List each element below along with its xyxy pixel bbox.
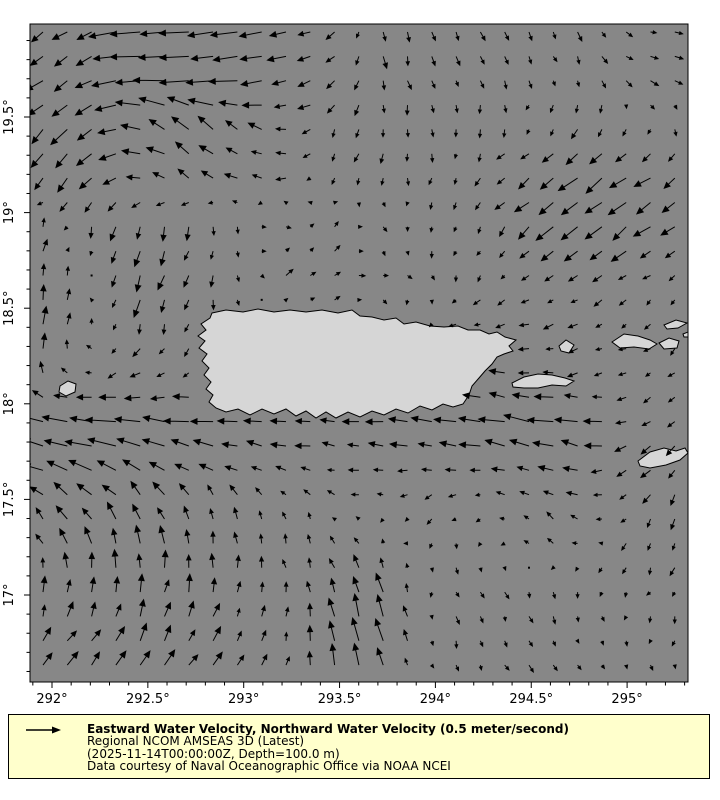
legend-courtesy: Data courtesy of Naval Oceanographic Office via NOAA NCEI	[87, 759, 451, 774]
x-tick-label: 293.5°	[317, 692, 362, 707]
velocity-arrow	[91, 275, 93, 277]
y-tick-label: 18.5°	[2, 290, 17, 326]
legend-dataset: Regional NCOM AMSEAS 3D (Latest)	[87, 734, 305, 749]
x-tick-label: 294.5°	[509, 692, 554, 707]
legend-title: Eastward Water Velocity, Northward Water Velocity (0.5 meter/second)	[87, 722, 569, 736]
y-tick-label: 19.5°	[2, 99, 17, 135]
x-tick-label: 294°	[419, 692, 452, 707]
y-tick-label: 17°	[2, 583, 17, 607]
y-tick-label: 18°	[2, 392, 17, 416]
reference-arrow-icon	[25, 725, 65, 735]
legend-box	[8, 714, 710, 779]
x-axis	[33, 682, 685, 707]
x-tick-label: 295°	[611, 692, 643, 707]
x-tick-label: 292.5°	[125, 692, 170, 707]
legend-time-depth: (2025-11-14T00:00:00Z, Depth=100.0 m)	[87, 746, 340, 761]
y-axis	[2, 41, 30, 672]
velocity-arrow	[261, 299, 263, 301]
velocity-arrow	[528, 567, 530, 569]
y-tick-label: 17.5°	[2, 481, 17, 518]
x-tick-label: 292°	[36, 692, 68, 707]
y-tick-label: 19°	[2, 201, 17, 225]
x-tick-label: 293°	[228, 692, 260, 707]
